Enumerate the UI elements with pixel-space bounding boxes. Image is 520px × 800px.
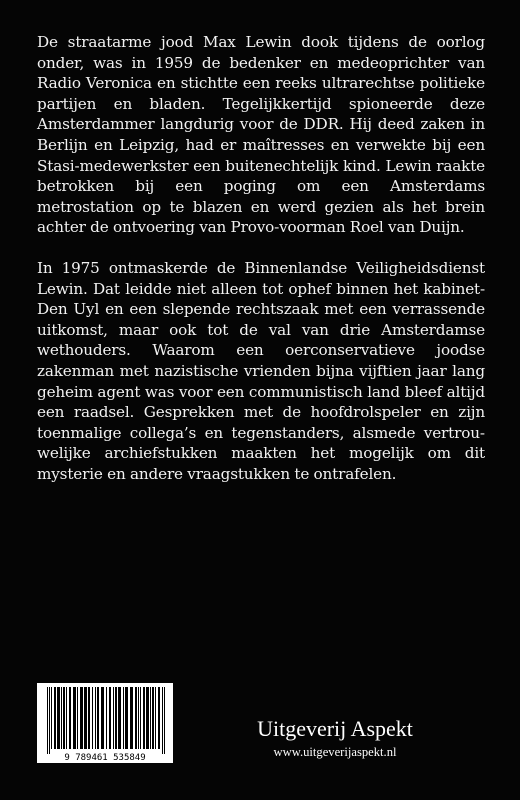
isbn-barcode [37,683,173,763]
barcode-bar [54,687,56,749]
barcode-bars [47,687,165,754]
barcode-bar [152,687,154,749]
barcode-bar [135,687,137,749]
barcode-bar [49,687,50,754]
barcode-bar [95,687,96,749]
barcode-bar [138,687,139,749]
barcode-bar [69,687,71,749]
barcode-bar [146,687,149,749]
barcode-bar [84,687,87,749]
barcode-bar [140,687,141,749]
barcode-bar [123,687,124,749]
barcode-bar [162,687,163,754]
barcode-bar [77,687,78,749]
barcode-bar [115,687,117,749]
barcode-bar [106,687,107,749]
barcode-bar [101,687,104,749]
barcode-digits: 9 789461 535849 [64,753,146,763]
barcode-bar [88,687,90,749]
barcode-bar [130,687,133,749]
barcode-bar [158,687,160,749]
barcode-bar [51,687,52,749]
publisher-name: Uitgeverij Aspekt [257,716,413,741]
barcode-bar [92,687,93,749]
barcode-bar [57,687,60,749]
publisher-block [215,716,455,760]
barcode-bar [47,687,48,754]
barcode-bar [155,687,156,749]
barcode-bar [125,687,128,749]
barcode-bar [61,687,62,749]
barcode-bar [73,687,76,749]
barcode-bar [150,687,151,749]
publisher-url[interactable]: www.uitgeverijaspekt.nl [273,745,397,759]
barcode-bar [113,687,114,749]
barcode-bar [63,687,65,749]
blurb-paragraph-1: De straatarme jood Max Lewin dook tijdens de oorlog onder, was in 1959 de bedenker en medeoprichter van Radio Veronica en stichtte een reeks ultrarechtse politieke partijen en bladen. Tegelijkkertijd spioneerde deze Amsterdammer langdurig voor de DDR. Hij deed zaken in Berlijn en Leipzig, had er maîtresses en verwekte bij een Stasi-medewerkster een buitenechtelijk kind. Lewin raakte betrokken bij een poging om een Amsterdams metrostation op te blazen en werd gezien als het brein achter de ontvoering van Provo-voorman Roel van Duijn. [37,33,485,237]
barcode-bar [97,687,99,749]
blurb-paragraph-2: In 1975 ontmaskerde de Binnenlandse Veiligheidsdienst Lewin. Dat leidde niet alleen tot ophef binnen het kabinet-Den Uyl en een slepende rechtszaak met een verrassende uitkomst, maar ook tot de val van drie Amsterdamse wethouders. Waarom een oerconservatieve joodse zakenman met nazistische vrienden bijna vijftien jaar lang geheim agent was voor een communistisch land bleef altijd een raadsel. Gesprekken met de hoofdrolspeler en zijn toenmalige collega’s en tegenstanders, alsmede vertrouwelijke archiefstukken maakten het mogelijk om dit mysterie en andere vraagstukken te ontrafelen. [37,259,485,483]
barcode-bar [66,687,67,749]
barcode-graphic [37,683,173,763]
barcode-bar [143,687,145,749]
barcode-bar [118,687,121,749]
barcode-bar [109,687,111,749]
barcode-bar [164,687,165,754]
barcode-bar [80,687,83,749]
